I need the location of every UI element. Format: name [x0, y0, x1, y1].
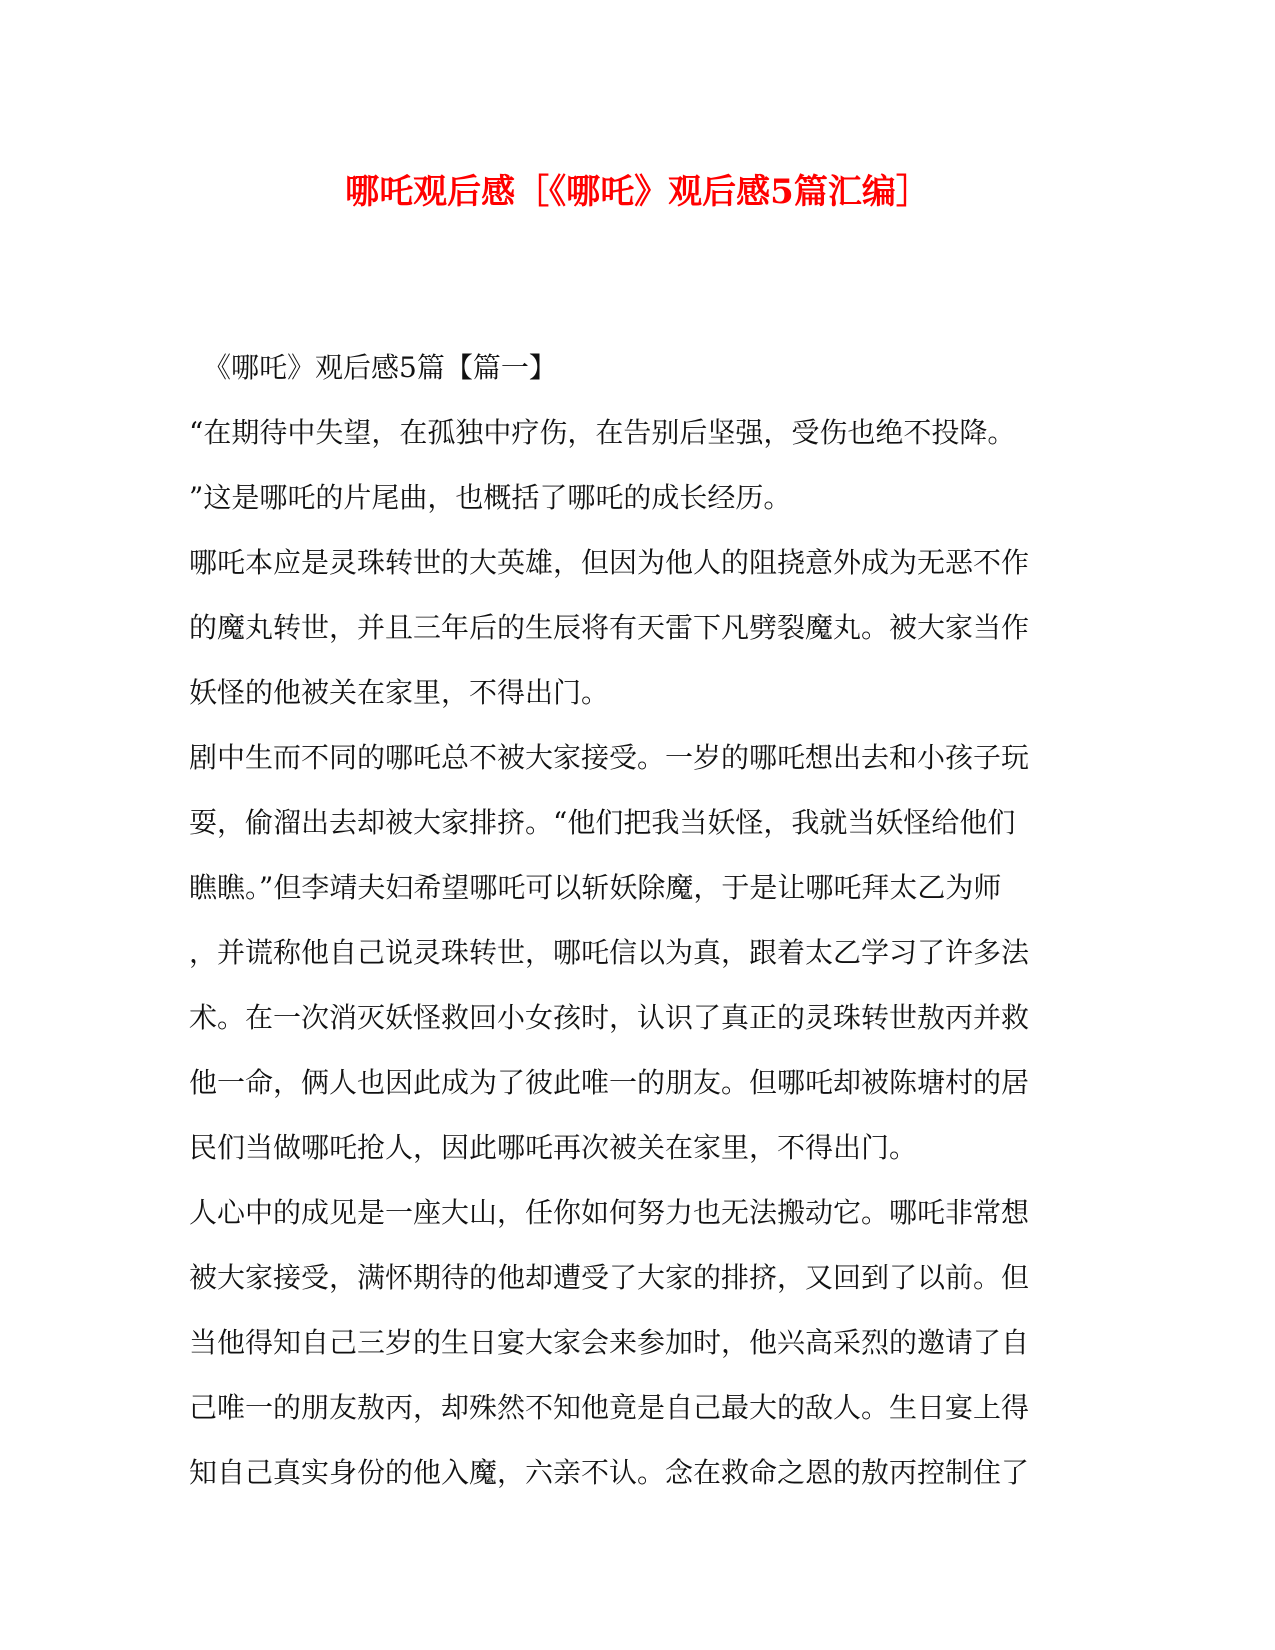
text-line: 的魔丸转世，并且三年后的生辰将有天雷下凡劈裂魔丸。被大家当作	[189, 611, 1030, 644]
text-line: 妖怪的他被关在家里，不得出门。	[189, 676, 610, 709]
text-line: 剧中生而不同的哪吒总不被大家接受。一岁的哪吒想出去和小孩子玩	[189, 741, 1030, 774]
text-line: 被大家接受，满怀期待的他却遭受了大家的排挤，又回到了以前。但	[189, 1261, 1030, 1294]
text-line: 瞧瞧。”但李靖夫妇希望哪吒可以斩妖除魔，于是让哪吒拜太乙为师	[189, 871, 1002, 904]
text-line: 术。在一次消灭妖怪救回小女孩时，认识了真正的灵珠转世敖丙并救	[189, 1001, 1030, 1034]
text-line: 人心中的成见是一座大山，任你如何努力也无法搬动它。哪吒非常想	[189, 1196, 1030, 1229]
text-line: 当他得知自己三岁的生日宴大家会来参加时，他兴高采烈的邀请了自	[189, 1326, 1030, 1359]
text-line: “在期待中失望，在孤独中疗伤，在告别后坚强，受伤也绝不投降。	[189, 416, 1016, 449]
text-line: 民们当做哪吒抢人，因此哪吒再次被关在家里，不得出门。	[189, 1131, 918, 1164]
text-line: ”这是哪吒的片尾曲，也概括了哪吒的成长经历。	[189, 481, 792, 514]
document-title: 哪吒观后感［《哪吒》观后感5篇汇编］	[345, 172, 930, 212]
section-heading: 《哪吒》观后感5篇【篇一】	[203, 351, 557, 384]
document-body	[189, 343, 1069, 1513]
text-line: 己唯一的朋友敖丙，却殊然不知他竟是自己最大的敌人。生日宴上得	[189, 1391, 1030, 1424]
text-line: 耍，偷溜出去却被大家排挤。“他们把我当妖怪，我就当妖怪给他们	[189, 806, 1016, 839]
text-line: 哪吒本应是灵珠转世的大英雄，但因为他人的阻挠意外成为无恶不作	[189, 546, 1030, 579]
text-line: ，并谎称他自己说灵珠转世，哪吒信以为真，跟着太乙学习了许多法	[189, 936, 1030, 969]
text-line: 他一命，俩人也因此成为了彼此唯一的朋友。但哪吒却被陈塘村的居	[189, 1066, 1030, 1099]
text-line: 知自己真实身份的他入魔，六亲不认。念在救命之恩的敖丙控制住了	[189, 1456, 1030, 1489]
